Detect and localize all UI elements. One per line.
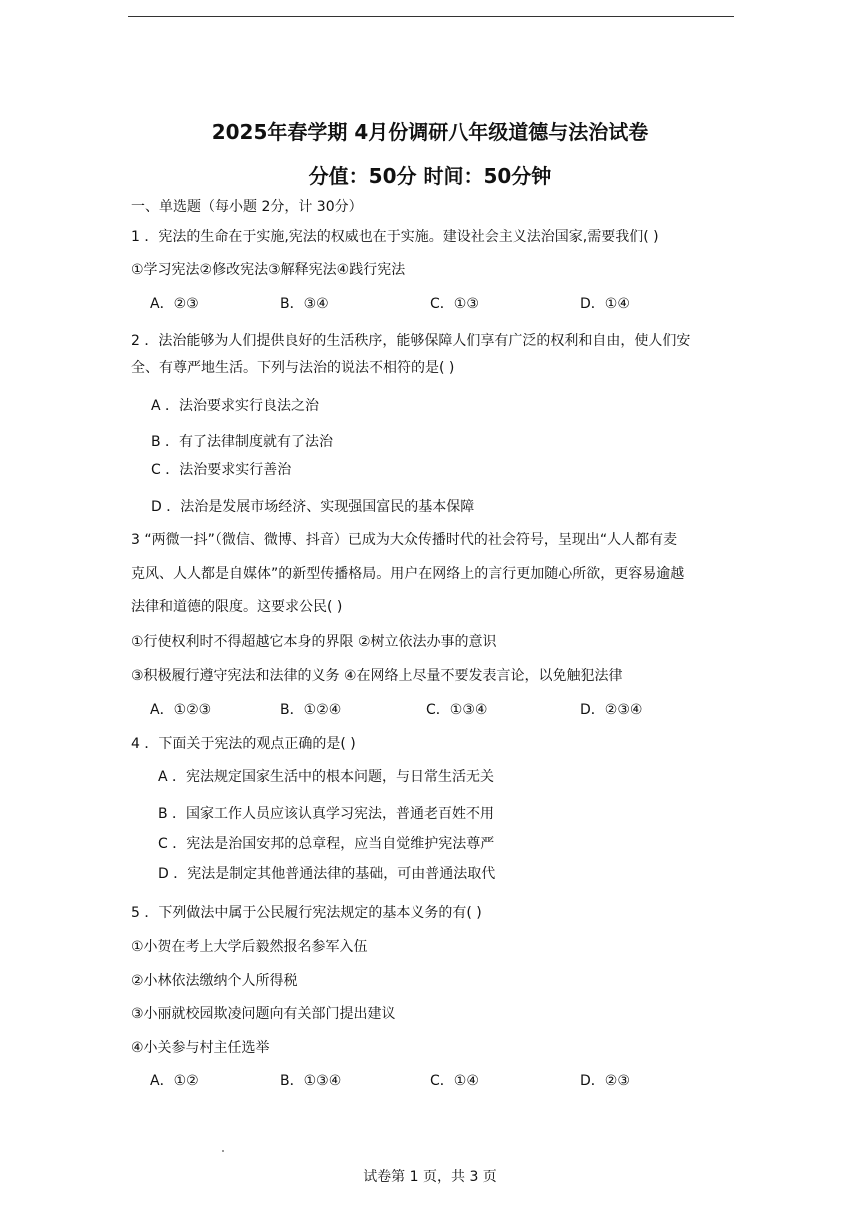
q3-option-d[interactable]: D．②③④ — [580, 702, 643, 718]
q1-stem: 1 ．宪法的生命在于实施,宪法的权威也在于实施。建设社会主义法治国家,需要我们( ) — [131, 229, 659, 245]
q4-option-c[interactable]: C ．宪法是治国安邦的总章程，应当自觉维护宪法尊严 — [158, 836, 495, 852]
q5-option-d[interactable]: D．②③ — [580, 1073, 630, 1089]
q3-option-c[interactable]: C．①③④ — [426, 702, 488, 718]
q1-option-d[interactable]: D．①④ — [580, 296, 630, 312]
q4-option-b[interactable]: B ．国家工作人员应该认真学习宪法，普通老百姓不用 — [158, 806, 495, 822]
q4-option-d[interactable]: D ．宪法是制定其他普通法律的基础，可由普通法取代 — [158, 866, 496, 882]
page-footer: 试卷第 1 页，共 3 页 — [363, 1169, 497, 1185]
header-rule — [128, 16, 734, 17]
q2-option-b[interactable]: B ．有了法律制度就有了法治 — [151, 434, 334, 450]
exam-subtitle: 分值：50分 时间：50分钟 — [308, 164, 552, 188]
q3-stem-line3: 法律和道德的限度。这要求公民( ) — [131, 599, 343, 615]
q3-option-b[interactable]: B．①②④ — [280, 702, 342, 718]
q2-option-d[interactable]: D ．法治是发展市场经济、实现强国富民的基本保障 — [151, 499, 475, 515]
q3-items-line1: ①行使权利时不得超越它本身的界限 ②树立依法办事的意识 — [131, 634, 497, 650]
q3-items-line2: ③积极履行遵守宪法和法律的义务 ④在网络上尽量不要发表言论，以免触犯法律 — [131, 668, 623, 684]
q2-option-c[interactable]: C ．法治要求实行善治 — [151, 462, 292, 478]
q4-option-a[interactable]: A ．宪法规定国家生活中的根本问题，与日常生活无关 — [158, 769, 495, 785]
q1-option-b[interactable]: B．③④ — [280, 296, 329, 312]
section-heading: 一、单选题（每小题 2分，计 30分） — [131, 199, 363, 215]
q1-option-c[interactable]: C．①③ — [430, 296, 479, 312]
q1-items: ①学习宪法②修改宪法③解释宪法④践行宪法 — [131, 262, 406, 278]
q2-stem-line2: 全、有尊严地生活。下列与法治的说法不相符的是( ) — [131, 360, 455, 376]
scan-speck — [222, 1150, 224, 1152]
q5-option-b[interactable]: B．①③④ — [280, 1073, 342, 1089]
q2-stem-line1: 2 ．法治能够为人们提供良好的生活秩序，能够保障人们享有广泛的权利和自由，使人们安 — [131, 333, 691, 349]
q5-item-1: ①小贺在考上大学后毅然报名参军入伍 — [131, 939, 368, 955]
q1-option-a[interactable]: A．②③ — [150, 296, 199, 312]
q3-stem-line1: 3 “两微一抖”（微信、微博、抖音）已成为大众传播时代的社会符号，呈现出“人人都有麦 — [131, 532, 678, 548]
q3-option-a[interactable]: A．①②③ — [150, 702, 212, 718]
q5-item-3: ③小丽就校园欺凌问题向有关部门提出建议 — [131, 1006, 396, 1022]
q3-stem-line2: 克风、人人都是自媒体”的新型传播格局。用户在网络上的言行更加随心所欲，更容易逾越 — [131, 566, 685, 582]
q5-item-2: ②小林依法缴纳个人所得税 — [131, 973, 298, 989]
q5-item-4: ④小关参与村主任选举 — [131, 1040, 270, 1056]
q2-option-a[interactable]: A ．法治要求实行良法之治 — [151, 398, 320, 414]
q4-stem: 4 ．下面关于宪法的观点正确的是( ) — [131, 736, 356, 752]
exam-title: 2025年春学期 4月份调研八年级道德与法治试卷 — [211, 120, 649, 144]
q5-option-a[interactable]: A．①② — [150, 1073, 199, 1089]
q5-stem: 5 ．下列做法中属于公民履行宪法规定的基本义务的有( ) — [131, 905, 482, 921]
q5-option-c[interactable]: C．①④ — [430, 1073, 479, 1089]
